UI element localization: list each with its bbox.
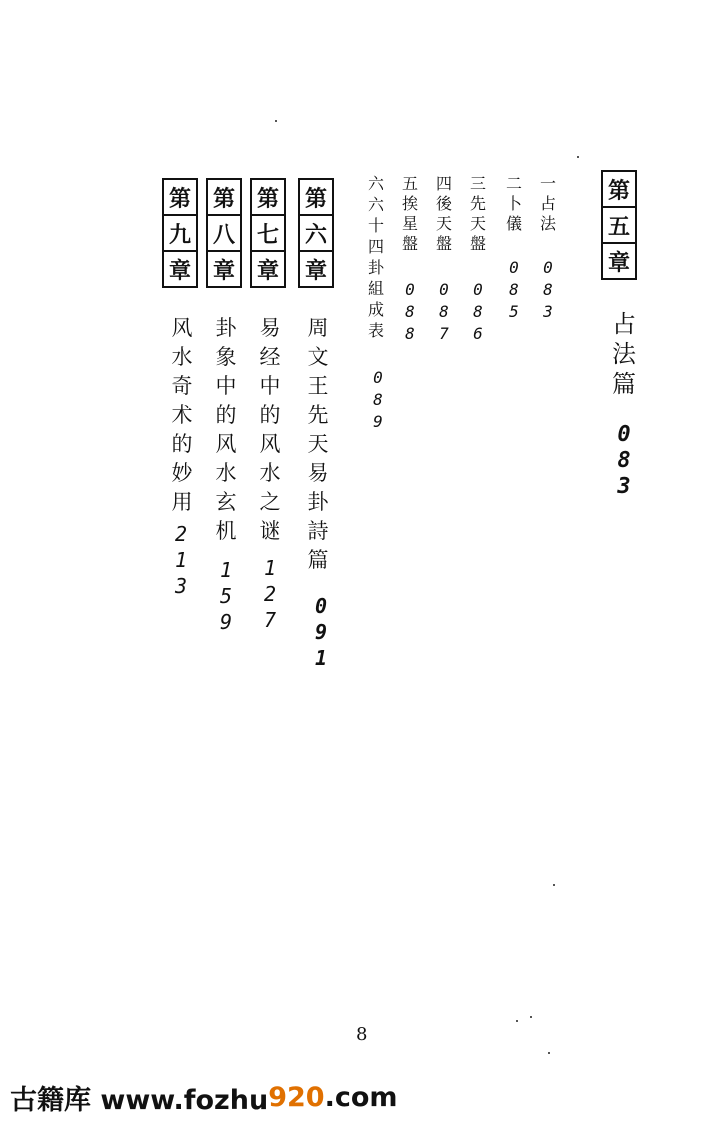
title-char: 占: [612, 310, 636, 338]
chapter-char: 七: [252, 216, 284, 252]
page-digit: 1: [174, 548, 188, 572]
title-char: 先: [307, 403, 329, 427]
chapter-5-page: [612, 424, 636, 502]
entry-char: 一: [539, 174, 556, 193]
title-char: 水: [215, 461, 237, 485]
page-digit: 1: [219, 558, 233, 582]
title-char: 妙: [171, 461, 193, 485]
chapter-9-label: [162, 178, 198, 288]
title-char: 水: [171, 345, 193, 369]
entry-char: 十: [367, 216, 384, 235]
entry-char: 盤: [435, 234, 452, 253]
chapter-5-title: [606, 312, 642, 402]
title-char: 术: [171, 403, 193, 427]
entry-char: 表: [367, 321, 384, 340]
entry-char: 六: [367, 195, 384, 214]
page-digit: 8: [617, 448, 631, 473]
title-char: 的: [171, 432, 193, 456]
entry-char: 先: [469, 194, 486, 213]
title-char: 篇: [307, 548, 329, 572]
entry-char: 卦: [367, 258, 384, 277]
chapter-7-title: [254, 318, 286, 550]
title-char: 之: [259, 490, 281, 514]
page-digit: 8: [439, 302, 449, 321]
entry-char: 占: [539, 194, 556, 213]
scan-speck: [530, 1016, 532, 1018]
title-char: 詩: [307, 519, 329, 543]
title-char: 易: [259, 316, 281, 340]
page-digit: 7: [263, 608, 277, 632]
title-char: 卦: [215, 316, 237, 340]
chapter-6-label: [298, 178, 334, 288]
page-digit: 1: [263, 556, 277, 580]
entry-1-page: [539, 260, 557, 326]
entry-char: 星: [401, 214, 418, 233]
page-digit: 5: [219, 584, 233, 608]
title-char: 风: [171, 316, 193, 340]
page-digit: 3: [543, 302, 553, 321]
entry-2-page: [505, 260, 523, 326]
chapter-8-label: [206, 178, 242, 288]
title-char: 卦: [307, 490, 329, 514]
entry-char: 成: [367, 300, 384, 319]
entry-3: [467, 176, 489, 256]
chapter-char: 第: [208, 180, 240, 216]
entry-5: [399, 176, 421, 256]
entry-char: 天: [469, 214, 486, 233]
scan-speck: [553, 884, 555, 886]
chapter-5-label: [601, 170, 637, 280]
chapter-char: 六: [300, 216, 332, 252]
page-digit: 8: [543, 280, 553, 299]
page-digit: 6: [473, 324, 483, 343]
chapter-char: 八: [208, 216, 240, 252]
chapter-9-page: [170, 524, 192, 602]
page-digit: 0: [543, 258, 553, 277]
scan-speck: [548, 1052, 550, 1054]
chapter-char: 第: [164, 180, 196, 216]
chapter-char: 第: [300, 180, 332, 216]
page-digit: 0: [509, 258, 519, 277]
entry-1: [537, 176, 559, 236]
chapter-char: 章: [256, 258, 279, 284]
page-digit: 0: [314, 594, 328, 618]
scan-speck: [577, 156, 579, 158]
footer-watermark: [0, 1072, 713, 1122]
chapter-8-title: [210, 318, 242, 550]
page-digit: 0: [473, 280, 483, 299]
page-digit: 0: [617, 422, 631, 447]
entry-4-page: [435, 282, 453, 348]
page-digit: 9: [314, 620, 328, 644]
chapter-6-title: [302, 318, 334, 579]
footer-prefix: 古籍库 www.fozhu: [10, 1084, 269, 1116]
footer-suffix: .com: [324, 1081, 398, 1113]
chapter-char: 章: [212, 258, 235, 284]
entry-char: 挨: [401, 194, 418, 213]
page-digit: 9: [219, 610, 233, 634]
page-digit: 0: [439, 280, 449, 299]
entry-2: [503, 176, 525, 236]
title-char: 天: [307, 432, 329, 456]
entry-3-page: [469, 282, 487, 348]
title-char: 的: [259, 403, 281, 427]
chapter-6-page: [310, 596, 332, 674]
entry-char: 法: [539, 214, 556, 233]
page-digit: 2: [174, 522, 188, 546]
page-number: 8: [356, 1024, 368, 1045]
page-digit: 1: [314, 646, 328, 670]
chapter-7-label: [250, 178, 286, 288]
chapter-char: 章: [168, 258, 191, 284]
page-digit: 8: [373, 390, 383, 409]
entry-char: 四: [435, 174, 452, 193]
chapter-char: 章: [304, 258, 327, 284]
title-char: 的: [215, 403, 237, 427]
title-char: 风: [259, 432, 281, 456]
entry-char: 組: [367, 279, 384, 298]
title-char: 风: [215, 432, 237, 456]
page-digit: 7: [439, 324, 449, 343]
title-char: 篇: [612, 370, 636, 398]
entry-char: 四: [367, 237, 384, 256]
title-char: 文: [307, 345, 329, 369]
chapter-7-page: [259, 558, 281, 636]
page-digit: 8: [405, 324, 415, 343]
entry-char: 盤: [469, 234, 486, 253]
page-digit: 5: [509, 302, 519, 321]
entry-5-page: [401, 282, 419, 348]
title-char: 王: [307, 374, 329, 398]
title-char: 谜: [259, 519, 281, 543]
title-char: 奇: [171, 374, 193, 398]
entry-6-page: [369, 370, 387, 436]
title-char: 法: [612, 340, 636, 368]
footer-highlight: 920: [268, 1081, 325, 1113]
scan-speck: [275, 120, 277, 122]
title-char: 中: [259, 374, 281, 398]
chapter-char: 章: [607, 250, 630, 276]
chapter-char: 九: [164, 216, 196, 252]
page-digit: 8: [509, 280, 519, 299]
chapter-char: 第: [603, 172, 635, 208]
chapter-char: 第: [252, 180, 284, 216]
title-char: 象: [215, 345, 237, 369]
page-digit: 2: [263, 582, 277, 606]
entry-char: 儀: [505, 214, 522, 233]
scan-speck: [516, 1020, 518, 1022]
page-digit: 9: [373, 412, 383, 431]
title-char: 经: [259, 345, 281, 369]
page-digit: 3: [617, 474, 631, 499]
entry-char: 盤: [401, 234, 418, 253]
page-digit: 8: [473, 302, 483, 321]
chapter-9-title: [166, 318, 198, 521]
page-digit: 0: [373, 368, 383, 387]
entry-char: 後: [435, 194, 452, 213]
entry-6: [365, 176, 387, 344]
page-digit: 8: [405, 302, 415, 321]
title-char: 玄: [215, 490, 237, 514]
title-char: 机: [215, 519, 237, 543]
chapter-8-page: [215, 560, 237, 638]
title-char: 用: [171, 490, 193, 514]
entry-char: 五: [401, 174, 418, 193]
entry-char: 天: [435, 214, 452, 233]
page-digit: 0: [405, 280, 415, 299]
entry-char: 卜: [505, 194, 522, 213]
title-char: 易: [307, 461, 329, 485]
title-char: 周: [307, 316, 329, 340]
entry-4: [433, 176, 455, 256]
title-char: 中: [215, 374, 237, 398]
title-char: 水: [259, 461, 281, 485]
chapter-char: 五: [603, 208, 635, 244]
entry-char: 三: [469, 174, 486, 193]
entry-char: 二: [505, 174, 522, 193]
entry-char: 六: [367, 174, 384, 193]
page-digit: 3: [174, 574, 188, 598]
